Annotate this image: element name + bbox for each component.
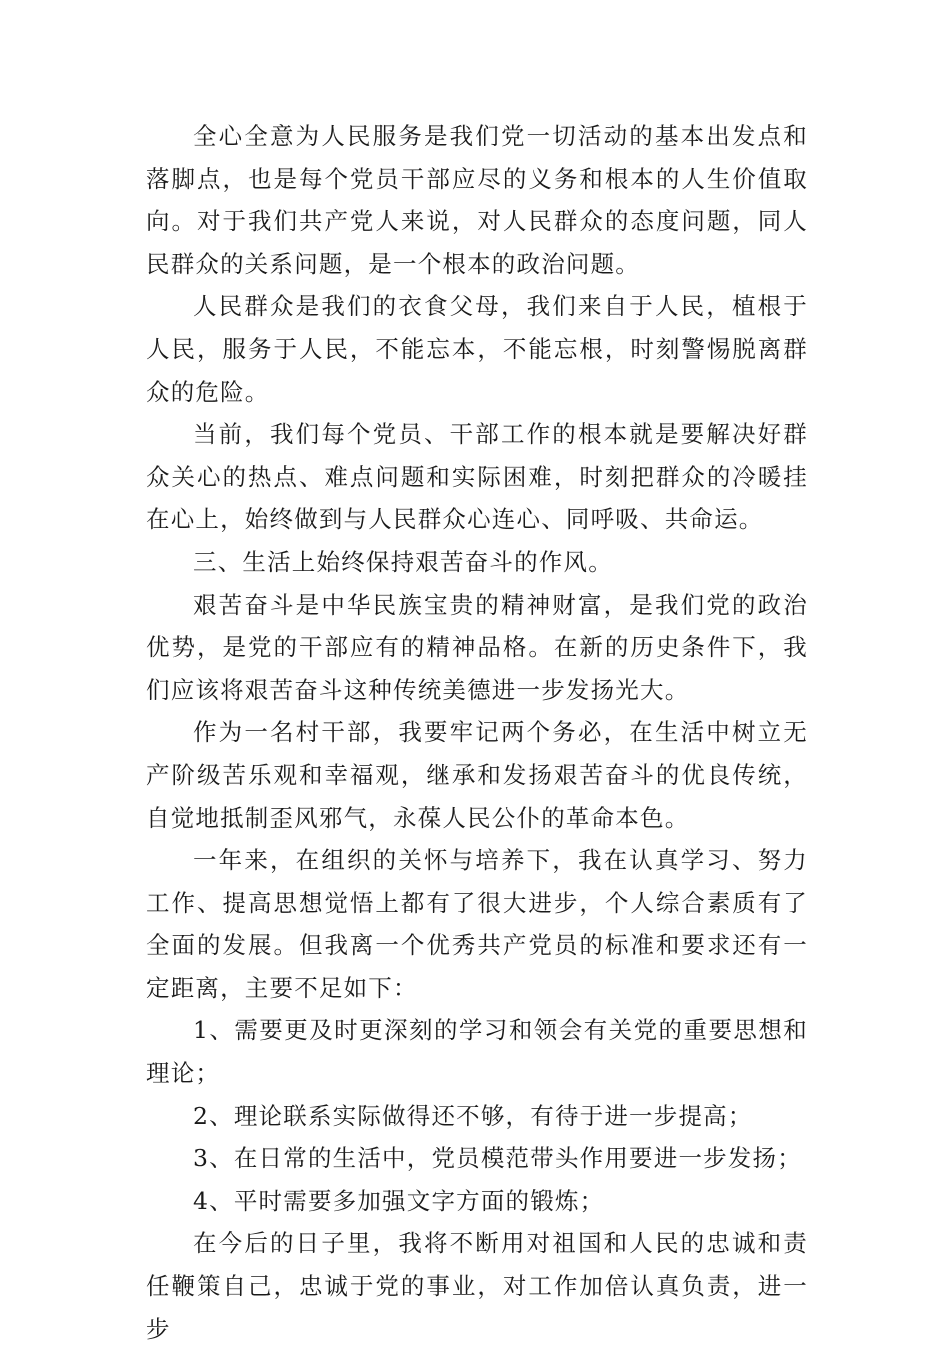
document-body	[146, 115, 808, 1350]
paragraph-masses-parents: 人民群众是我们的衣食父母，我们来自于人民，植根于人民，服务于人民，不能忘本，不能忘根，时刻警惕脱离群众的危险。	[146, 292, 808, 406]
section-heading-hard-work: 三、生活上始终保持艰苦奋斗的作风。	[193, 547, 613, 576]
paragraph-village-cadre: 作为一名村干部，我要牢记两个务必，在生活中树立无产阶级苦乐观和幸福观，继承和发扬艰苦奋斗的优良传统，自觉地抵制歪风邪气，永葆人民公仆的革命本色。	[146, 718, 808, 832]
list-item-shortcoming-1: 1、需要更及时更深刻的学习和领会有关党的重要思想和理论；	[146, 1016, 808, 1088]
paragraph-future-commitment: 在今后的日子里，我将不断用对祖国和人民的忠诚和责任鞭策自己，忠诚于党的事业，对工作加倍认真负责，进一步	[146, 1229, 808, 1343]
list-item-shortcoming-4: 4、平时需要多加强文字方面的锻炼；	[193, 1186, 605, 1215]
list-item-shortcoming-3: 3、在日常的生活中，党员模范带头作用要进一步发扬；	[193, 1144, 802, 1173]
paragraph-current-work: 当前，我们每个党员、干部工作的根本就是要解决好群众关心的热点、难点问题和实际困难，时刻把群众的冷暖挂在心上，始终做到与人民群众心连心、同呼吸、共命运。	[146, 420, 808, 534]
list-item-shortcoming-2: 2、理论联系实际做得还不够，有待于进一步提高；	[193, 1101, 753, 1130]
paragraph-year-summary: 一年来，在组织的关怀与培养下，我在认真学习、努力工作、提高思想觉悟上都有了很大进步，个人综合素质有了全面的发展。但我离一个优秀共产党员的标准和要求还有一定距离，主要不足如下：	[146, 846, 808, 1002]
paragraph-hard-work-spirit: 艰苦奋斗是中华民族宝贵的精神财富，是我们党的政治优势，是党的干部应有的精神品格。在新的历史条件下，我们应该将艰苦奋斗这种传统美德进一步发扬光大。	[146, 590, 808, 704]
paragraph-service-purpose: 全心全意为人民服务是我们党一切活动的基本出发点和落脚点，也是每个党员干部应尽的义务和根本的人生价值取向。对于我们共产党人来说，对人民群众的态度问题，同人民群众的关系问题，是一个根本的政治问题。	[146, 122, 808, 278]
